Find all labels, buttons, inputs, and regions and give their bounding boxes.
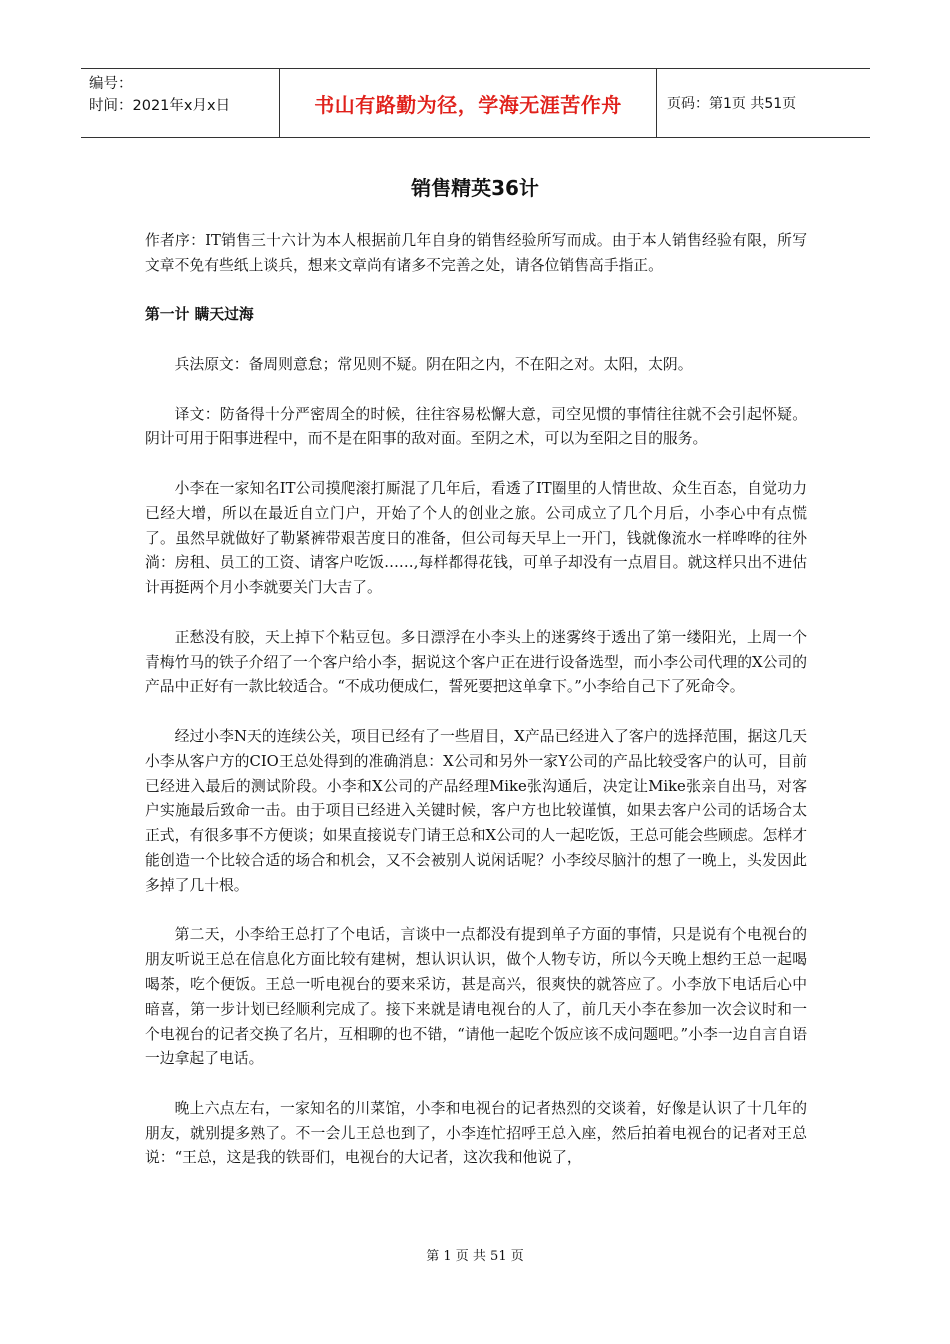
- section-heading: 第一计 瞒天过海: [145, 306, 254, 324]
- motto: 书山有路勤为径，学海无涯苦作舟: [314, 92, 622, 117]
- document-body: [145, 229, 807, 1196]
- paragraph: 兵法原文：备周则意怠；常见则不疑。阴在阳之内，不在阳之对。太阳，太阴。: [174, 355, 693, 373]
- paragraph: 经过小李N天的连续公关，项目已经有了一些眉目，X产品已经进入了客户的选择范围，据这几天小李从客户方的CIO王总处得到的准确消息：X公司和另外一家Y公司的产品比较受客户的认可，目前已经进入最后的测试阶段。小李和X公司的产品经理Mike张沟通后，决定让Mike张亲自出马，对客户实施最后致命一击。由于项目已经进入关键时候，客户方也比较谨慎，如果去客户公司的话场合太正式，有很多事不方便谈；如果直接说专门请王总和X公司的人一起吃饭，王总可能会些顾虑。怎样才能创造一个比较合适的场合和机会，又不会被别人说闲话呢？小李绞尽脑汁的想了一晚上，头发因此多掉了几十根。: [145, 727, 807, 894]
- number-label: 编号：: [89, 76, 133, 92]
- header-motto-cell: [280, 69, 657, 137]
- page-footer: 第 1 页 共 51 页: [426, 1249, 524, 1264]
- document-title: 销售精英36计: [411, 176, 539, 200]
- date-label: 时间：2021年x月x日: [89, 98, 231, 114]
- paragraph: 晚上六点左右，一家知名的川菜馆，小李和电视台的记者热烈的交谈着，好像是认识了十几年的朋友，就别提多熟了。不一会儿王总也到了，小李连忙招呼王总入座，然后拍着电视台的记者对王总说：“王总，这是我的铁哥们，电视台的大记者，这次我和他说了，: [145, 1099, 807, 1167]
- paragraph: 译文：防备得十分严密周全的时候，往往容易松懈大意，司空见惯的事情往往就不会引起怀疑。阴计可用于阳事进程中，而不是在阳事的敌对面。至阴之术，可以为至阳之目的服务。: [145, 405, 807, 448]
- page-info: 页码：第1页 共51页: [667, 96, 797, 112]
- preface: 作者序：IT销售三十六计为本人根据前几年自身的销售经验所写而成。由于本人销售经验有限，所写文章不免有些纸上谈兵，想来文章尚有诸多不完善之处，请各位销售高手指正。: [145, 232, 807, 274]
- page-header: [81, 68, 870, 138]
- paragraph: 第二天，小李给王总打了个电话，言谈中一点都没有提到单子方面的事情，只是说有个电视台的朋友听说王总在信息化方面比较有建树，想认识认识，做个人物专访，所以今天晚上想约王总一起喝喝茶，吃个便饭。王总一听电视台的要来采访，甚是高兴，很爽快的就答应了。小李放下电话后心中暗喜，第一步计划已经顺利完成了。接下来就是请电视台的人了，前几天小李在参加一次会议时和一个电视台的记者交换了名片，互相聊的也不错，“请他一起吃个饭应该不成问题吧。”小李一边自言自语一边拿起了电话。: [145, 926, 807, 1068]
- header-page-cell: [657, 69, 870, 137]
- paragraph: 正愁没有胶，天上掉下个粘豆包。多日漂浮在小李头上的迷雾终于透出了第一缕阳光，上周一个青梅竹马的铁子介绍了一个客户给小李，据说这个客户正在进行设备选型，而小李公司代理的X公司的产品中正好有一款比较适合。“不成功便成仁，誓死要把这单拿下。”小李给自己下了死命令。: [145, 628, 807, 696]
- header-meta: [81, 69, 280, 137]
- paragraph: 小李在一家知名IT公司摸爬滚打厮混了几年后，看透了IT圈里的人情世故、众生百态，自觉功力已经大增，所以在最近自立门户，开始了个人的创业之旅。公司成立了几个月后，小李心中有点慌了。虽然早就做好了勒紧裤带艰苦度日的准备，但公司每天早上一开门，钱就像流水一样哗哗的往外淌：房租、员工的工资、请客户吃饭……,每样都得花钱，可单子却没有一点眉目。就这样只出不进估计再挺两个月小李就要关门大吉了。: [145, 479, 807, 597]
